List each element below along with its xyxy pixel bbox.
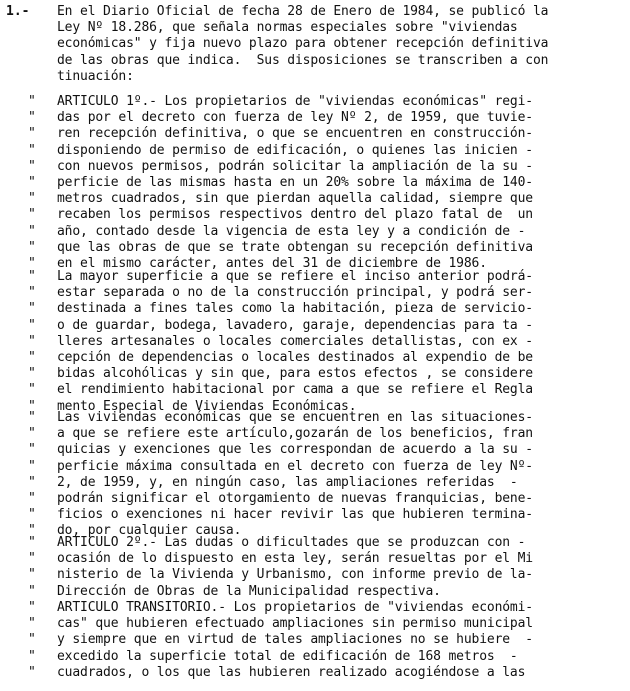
quote-mark: " xyxy=(28,239,36,255)
line-text: o de guardar, bodega, lavadero, garaje, dependencias para ta - xyxy=(57,317,533,333)
quote-mark: " xyxy=(28,207,36,223)
article-1-paragraph xyxy=(0,94,630,272)
line-text: que las obras de que se trate obtengan su recepción definitiva xyxy=(57,239,533,255)
quoted-line xyxy=(0,240,630,256)
quoted-line xyxy=(0,350,630,366)
quoted-line xyxy=(0,491,630,507)
quoted-line xyxy=(0,366,630,382)
intro-line xyxy=(0,20,630,36)
quote-mark: " xyxy=(28,632,36,648)
quoted-line xyxy=(0,269,630,285)
line-text: estar separada o no de la construcción principal, y podrá ser- xyxy=(57,285,533,301)
quote-mark: " xyxy=(28,474,36,490)
quoted-line xyxy=(0,632,630,648)
quote-mark: " xyxy=(28,616,36,632)
line-text: nisterio de la Vivienda y Urbanismo, con informe previo de la- xyxy=(57,567,533,583)
line-text: 2, de 1959, y, en ningún caso, las ampliaciones referidas - xyxy=(57,474,518,490)
line-text: en el mismo carácter, antes del 31 de diciembre de 1986. xyxy=(57,255,487,271)
quoted-line xyxy=(0,143,630,159)
quote-mark: " xyxy=(28,191,36,207)
intro-line xyxy=(0,4,630,20)
quote-mark: " xyxy=(28,648,36,664)
line-text: de las obras que indica. Sus disposiciones se transcriben a con xyxy=(57,52,549,68)
line-text: año, contado desde la vigencia de esta ley y a condición de - xyxy=(57,223,526,239)
quote-mark: " xyxy=(28,583,36,599)
quoted-line xyxy=(0,567,630,583)
line-text: y siempre que en virtud de tales ampliaciones no se hubiere - xyxy=(57,632,533,648)
quoted-line xyxy=(0,649,630,665)
quoted-line xyxy=(0,382,630,398)
quoted-line xyxy=(0,475,630,491)
article-2-paragraph xyxy=(0,535,630,600)
quoted-line xyxy=(0,159,630,175)
line-text: perficie máxima consultada en el decreto con fuerza de ley Nº- xyxy=(57,458,533,474)
quote-mark: " xyxy=(28,223,36,239)
line-text: a que se refiere este artículo,gozarán de los beneficios, fran xyxy=(57,426,533,442)
line-text: En el Diario Oficial de fecha 28 de Enero de 1984, se publicó la xyxy=(57,4,549,19)
quoted-line xyxy=(0,584,630,600)
line-text: metros cuadrados, sin que pierdan aquella calidad, siempre que xyxy=(57,191,533,207)
quote-mark: " xyxy=(28,398,36,414)
intro-line xyxy=(0,53,630,69)
item-number: 1.- xyxy=(6,4,30,19)
beneficios-paragraph xyxy=(0,410,630,540)
line-text: Dirección de Obras de la Municipalidad respectiva. xyxy=(57,583,441,599)
quoted-line xyxy=(0,442,630,458)
quoted-line xyxy=(0,175,630,191)
quoted-line xyxy=(0,600,630,616)
quote-mark: " xyxy=(28,333,36,349)
quote-mark: " xyxy=(28,600,36,615)
line-text: lleres artesanales o locales comerciales detallistas, con ex - xyxy=(57,333,533,349)
quoted-line xyxy=(0,110,630,126)
line-text: ocasión de lo dispuesto en esta ley, serán resueltas por el Mi xyxy=(57,551,533,567)
quote-mark: " xyxy=(28,174,36,190)
line-text: cepción de dependencias o locales destinados al expendio de be xyxy=(57,349,533,365)
line-text: bidas alcohólicas y sin que, para estos efectos , se considere xyxy=(57,366,533,382)
quoted-line xyxy=(0,334,630,350)
quote-mark: " xyxy=(28,269,36,284)
quote-mark: " xyxy=(28,285,36,301)
quote-mark: " xyxy=(28,507,36,523)
quoted-line xyxy=(0,665,630,681)
line-text: ficios o exenciones ni hacer revivir las que hubieren termina- xyxy=(57,507,533,523)
quote-mark: " xyxy=(28,366,36,382)
quoted-line xyxy=(0,426,630,442)
quote-mark: " xyxy=(28,535,36,550)
quote-mark: " xyxy=(28,426,36,442)
quoted-line xyxy=(0,126,630,142)
quoted-line xyxy=(0,285,630,301)
quoted-line xyxy=(0,207,630,223)
line-text: cas" que hubieren efectuado ampliaciones sin permiso municipal xyxy=(57,616,533,632)
transitorio-paragraph xyxy=(0,600,630,681)
quote-mark: " xyxy=(28,126,36,142)
line-text: podrán significar el otorgamiento de nuevas franquicias, bene- xyxy=(57,490,533,506)
line-text: recaben los permisos respectivos dentro del plazo fatal de un xyxy=(57,207,533,223)
quote-mark: " xyxy=(28,410,36,425)
intro-paragraph xyxy=(0,4,630,85)
line-text: con nuevos permisos, podrán solicitar la ampliación de la su - xyxy=(57,158,533,174)
quoted-line xyxy=(0,224,630,240)
quote-mark: " xyxy=(28,142,36,158)
superficie-paragraph xyxy=(0,269,630,415)
line-text: Las viviendas económicas que se encuentren en las situaciones- xyxy=(57,410,533,425)
line-text: Ley Nº 18.286, que señala normas especiales sobre "viviendas xyxy=(57,20,518,36)
intro-line xyxy=(0,69,630,85)
line-text: do, por cualquier causa. xyxy=(57,523,242,539)
quoted-line xyxy=(0,535,630,551)
quote-mark: " xyxy=(28,382,36,398)
line-text: ARTICULO 2º.- Las dudas o dificultades que se produzcan con - xyxy=(57,535,526,550)
line-text: ARTICULO TRANSITORIO.- Los propietarios de "viviendas económi- xyxy=(57,600,533,615)
quoted-line xyxy=(0,301,630,317)
quoted-line xyxy=(0,551,630,567)
line-text: quicias y exenciones que les correspondan de acuerdo a la su - xyxy=(57,442,533,458)
quote-mark: " xyxy=(28,110,36,126)
line-text: perficie de las mismas hasta en un 20% sobre la máxima de 140- xyxy=(57,174,533,190)
line-text: das por el decreto con fuerza de ley Nº 2, de 1959, que tuvie- xyxy=(57,110,533,126)
line-text: tinuación: xyxy=(57,68,134,84)
line-text: excedido la superficie total de edificación de 168 metros - xyxy=(57,648,518,664)
quoted-line xyxy=(0,459,630,475)
quote-mark: " xyxy=(28,158,36,174)
quoted-line xyxy=(0,318,630,334)
quote-mark: " xyxy=(28,349,36,365)
quoted-line xyxy=(0,616,630,632)
quote-mark: " xyxy=(28,94,36,109)
quote-mark: " xyxy=(28,301,36,317)
quoted-line xyxy=(0,507,630,523)
quote-mark: " xyxy=(28,551,36,567)
line-text: destinada a fines tales como la habitación, pieza de servicio- xyxy=(57,301,533,317)
quote-mark: " xyxy=(28,255,36,271)
line-text: La mayor superficie a que se refiere el inciso anterior podrá- xyxy=(57,269,533,284)
quoted-line xyxy=(0,94,630,110)
line-text: mento Especial de Viviendas Económicas. xyxy=(57,398,357,414)
line-text: ren recepción definitiva, o que se encuentren en construcción- xyxy=(57,126,533,142)
quote-mark: " xyxy=(28,490,36,506)
quoted-line xyxy=(0,191,630,207)
line-text: ARTICULO 1º.- Los propietarios de "viviendas económicas" regi- xyxy=(57,94,533,109)
line-text: disponiendo de permiso de edificación, o quienes las inicien - xyxy=(57,142,533,158)
quote-mark: " xyxy=(28,664,36,680)
quote-mark: " xyxy=(28,567,36,583)
quoted-line xyxy=(0,410,630,426)
quote-mark: " xyxy=(28,442,36,458)
line-text: económicas" y fija nuevo plazo para obtener recepción definitiva xyxy=(57,36,549,52)
intro-line xyxy=(0,36,630,52)
quote-mark: " xyxy=(28,458,36,474)
quote-mark: " xyxy=(28,523,36,539)
line-text: cuadrados, o los que las hubieren realizado acogiéndose a las xyxy=(57,664,526,680)
quote-mark: " xyxy=(28,317,36,333)
line-text: el rendimiento habitacional por cama a que se refiere el Regla xyxy=(57,382,533,398)
